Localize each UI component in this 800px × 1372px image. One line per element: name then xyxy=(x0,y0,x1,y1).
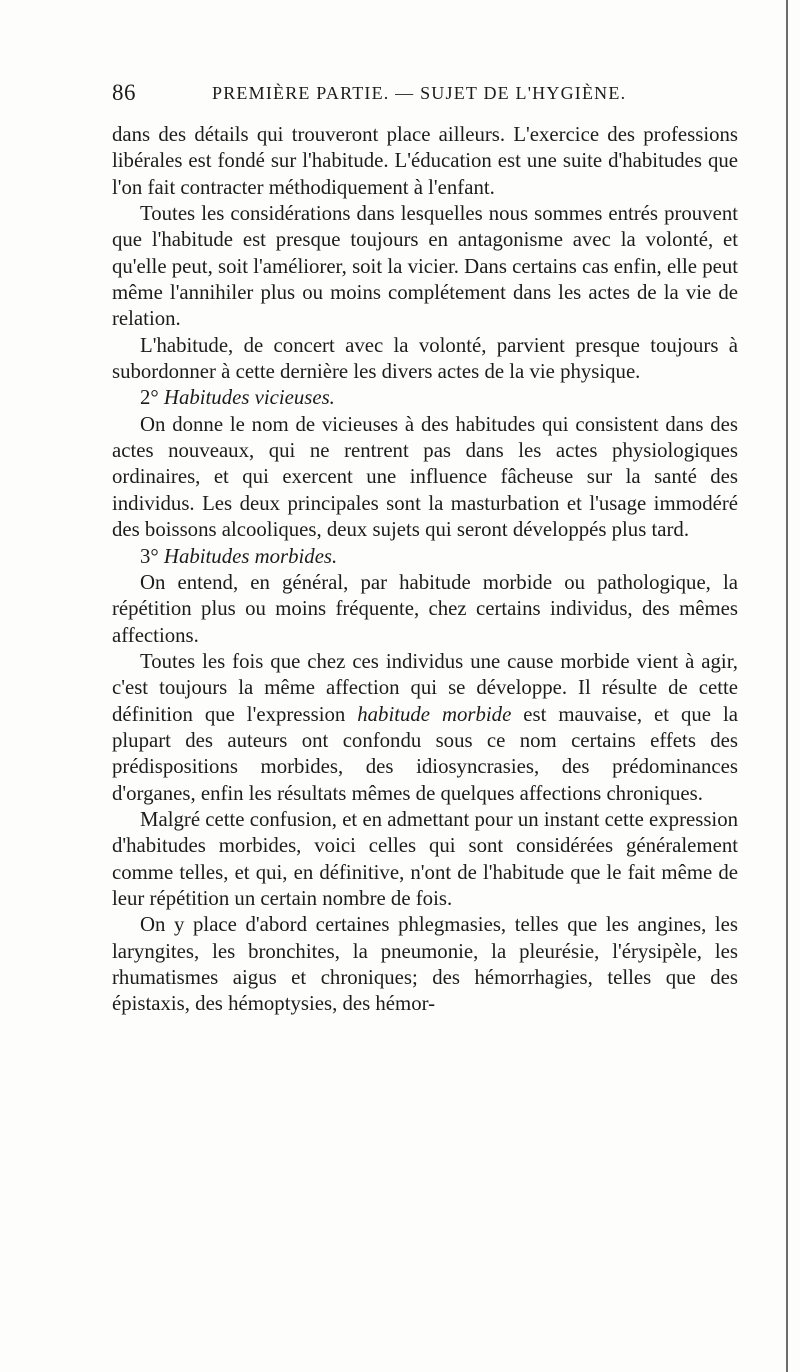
page-edge-rule xyxy=(786,0,788,1372)
body-text xyxy=(112,122,738,1018)
text-run: est mauvaise, et que la plupart des auteurs ont confondu sous ce nom certains effets des prédispositions morbides, des idiosyncrasies, des prédominances d'organes, enfin les résultats mêmes de quelques affections chroniques. xyxy=(112,702,738,805)
paragraph-considerations: Toutes les considérations dans lesquelles nous sommes entrés prouvent que l'habitude est presque toujours en antagonisme avec la volonté, et qu'elle peut, soit l'améliorer, soit la vicier. Dans certains cas enfin, elle peut même l'annihiler plus ou moins complétement dans les actes de la vie de relation. xyxy=(112,202,738,331)
section-title: Habitudes vicieuses. xyxy=(163,386,335,410)
paragraph-confusion: Malgré cette confusion, et en admettant pour un instant cette expression d'habitudes morbides, voici celles qui sont considérées généralement comme telles, et qui, en définitive, n'ont de l'habitude que le fait même de leur répétition un certain nombre de fois. xyxy=(112,807,738,910)
section-heading-vicious-habits xyxy=(112,385,738,411)
section-title: Habitudes morbides. xyxy=(163,544,338,568)
text-run: Toutes les fois que chez ces individus une cause morbide vient à agir, c'est toujours la même affection qui se développe. Il résulte de cette définition que l'expression xyxy=(112,649,738,726)
emphasis-term: habitude morbide xyxy=(357,702,512,726)
paragraph-vicious-habits: On donne le nom de vicieuses à des habitudes qui consistent dans des actes nouveaux, qui ne rentrent pas dans les actes physiologiques ordinaires, et qui exercent une influence fâcheuse sur la santé des individus. Les deux principales sont la masturbation et l'usage immodéré des boissons alcooliques, deux sujets qui seront développés plus tard. xyxy=(112,412,738,542)
running-head: PREMIÈRE PARTIE. — SUJET DE L'HYGIÈNE. xyxy=(212,83,627,103)
paragraph-habit-and-will: L'habitude, de concert avec la volonté, parvient presque toujours à subordonner à cette dernière les divers actes de la vie physique. xyxy=(112,333,738,384)
paragraph-phlegmasies: On y place d'abord certaines phlegmasies, telles que les angines, les laryngites, les bronchites, la pneumonie, la pleurésie, l'érysipèle, les rhumatismes aigus et chroniques; des hémorrhagies, telles que des épistaxis, des hémoptysies, des hémor- xyxy=(112,913,738,1016)
paragraph-morbid-expression xyxy=(112,649,738,807)
section-number: 2° xyxy=(140,386,159,410)
paragraph-morbid-definition: On entend, en général, par habitude morbide ou pathologique, la répétition plus ou moins fréquente, chez certains individus, des mêmes affections. xyxy=(112,570,738,647)
page-number: 86 xyxy=(112,80,136,105)
page-header xyxy=(112,80,732,110)
section-heading-morbid-habits xyxy=(112,544,738,570)
paragraph-continuation: dans des détails qui trouveront place ailleurs. L'exercice des professions libérales est fondé sur l'habitude. L'éducation est une suite d'habitudes que l'on fait contracter méthodiquement à l'enfant. xyxy=(112,123,738,199)
section-number: 3° xyxy=(140,544,159,568)
